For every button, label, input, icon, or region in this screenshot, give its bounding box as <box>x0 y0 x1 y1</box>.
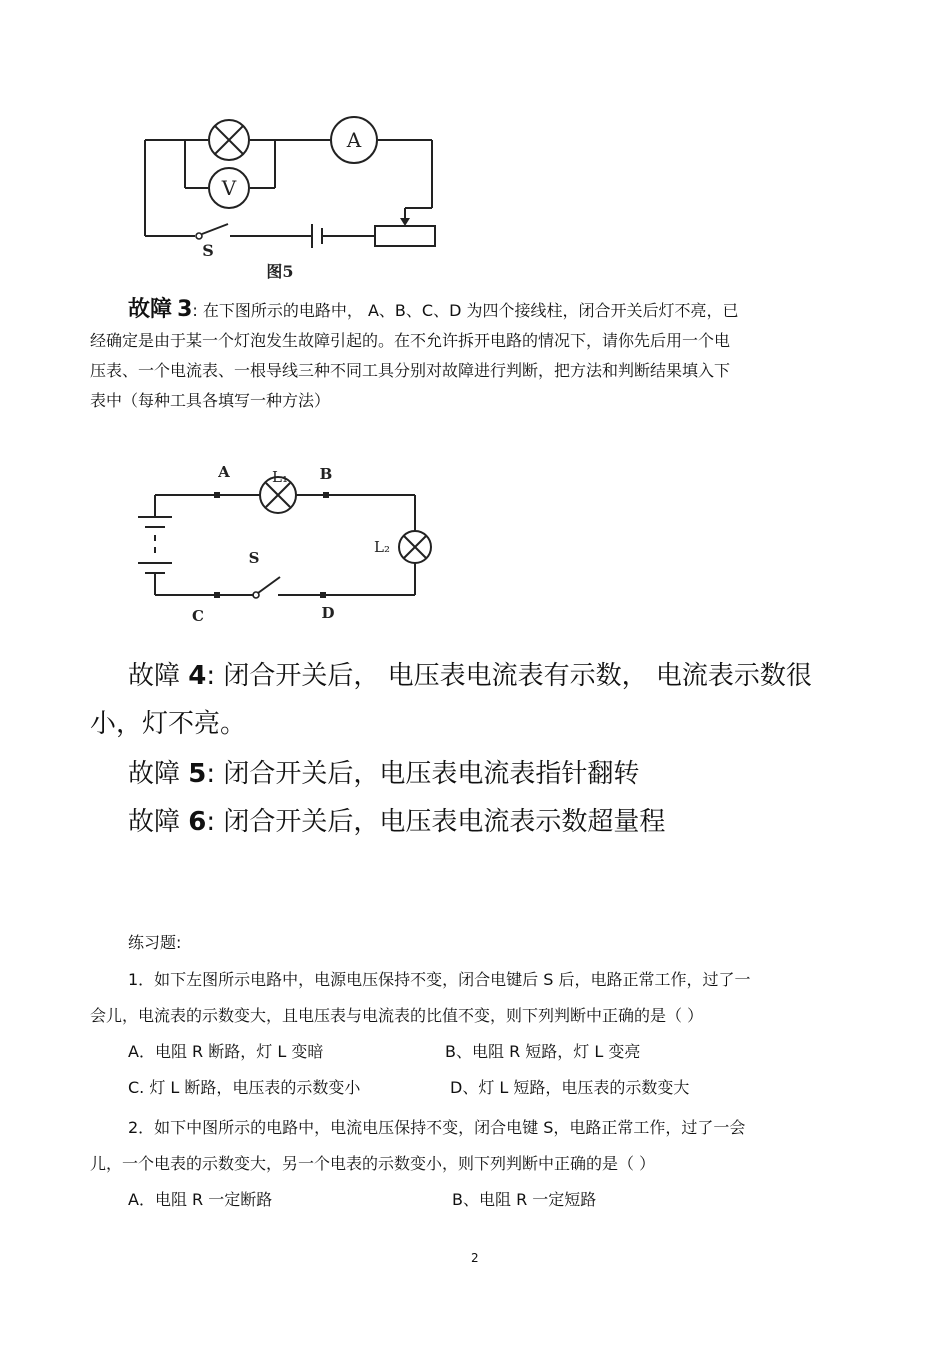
terminal-c-label: C <box>192 607 204 625</box>
q1-option-a: A．电阻 R 断路，灯 L 变暗 <box>128 1042 324 1061</box>
fault-3-number: 3 <box>177 297 193 322</box>
fault-3-line-2: 经确定是由于某一个灯泡发生故障引起的。在不允许拆开电路的情况下，请你先后用一个电 <box>90 331 731 350</box>
question-2-line-1: 2．如下中图所示的电路中，电流电压保持不变，闭合电键 S，电路正常工作，过了一会 <box>128 1118 746 1137</box>
fault-5-line <box>90 750 860 798</box>
fault-4-label: 故障 <box>128 661 181 691</box>
q1-option-c: C. 灯 L 断路，电压表的示数变小 <box>128 1078 361 1097</box>
fault-5-text: : 闭合开关后，电压表电流表指针翻转 <box>206 759 640 789</box>
question-2-line-2: 儿，一个电表的示数变大，另一个电表的示数变小，则下列判断中正确的是（ ） <box>90 1154 656 1173</box>
fault-6-label: 故障 <box>128 807 181 837</box>
terminal-a-label: A <box>218 463 230 481</box>
switch-label: S <box>202 241 214 260</box>
exercises-heading: 练习题: <box>128 933 182 952</box>
fault-3-line-4: 表中（每种工具各填写一种方法） <box>90 391 331 410</box>
fault-6-line <box>90 798 860 846</box>
voltmeter-label: V <box>221 176 237 200</box>
terminal-b-label: B <box>319 465 333 483</box>
figure-5-circuit <box>120 110 460 285</box>
figure-caption: 图5 <box>266 262 294 281</box>
fault-4-number: 4 <box>188 661 207 691</box>
fault-4-line-1: : 闭合开关后， 电压表电流表有示数， 电流表示数很 <box>206 661 812 691</box>
question-1-line-1: 1．如下左图所示电路中，电源电压保持不变，闭合电键后 S 后，电路正常工作，过了一 <box>128 970 751 989</box>
q1-option-d: D、灯 L 短路，电压表的示数变大 <box>450 1078 690 1097</box>
q2-option-a: A．电阻 R 一定断路 <box>128 1190 273 1209</box>
question-1 <box>90 962 860 1106</box>
terminal-d-label: D <box>321 604 335 622</box>
question-2 <box>90 1110 860 1218</box>
ammeter-label: A <box>346 128 362 152</box>
switch-s-label: S <box>248 549 260 567</box>
fault-3-paragraph <box>90 295 860 416</box>
fault-6-text: : 闭合开关后，电压表电流表示数超量程 <box>206 807 666 837</box>
q1-option-b: B、电阻 R 短路，灯 L 变亮 <box>445 1042 641 1061</box>
question-1-line-2: 会儿，电流表的示数变大，且电压表与电流表的比值不变，则下列判断中正确的是（ ） <box>90 1006 704 1025</box>
fault-6-number: 6 <box>188 807 207 837</box>
lamp-l1-label: L₁ <box>272 468 288 486</box>
fault-4-paragraph <box>90 652 860 748</box>
figure-abcd-circuit <box>130 455 450 630</box>
q2-option-b: B、电阻 R 一定短路 <box>452 1190 597 1209</box>
lamp-l2-label: L₂ <box>374 538 390 556</box>
fault-5-number: 5 <box>188 759 207 789</box>
fault-3-line-1: : 在下图所示的电路中， A、B、C、D 为四个接线柱，闭合开关后灯不亮，已 <box>192 301 739 320</box>
page-number: 2 <box>471 1251 479 1265</box>
fault-3-line-3: 压表、一个电流表、一根导线三种不同工具分别对故障进行判断，把方法和判断结果填入下 <box>90 361 731 380</box>
fault-5-label: 故障 <box>128 759 181 789</box>
fault-4-line-2: 小，灯不亮。 <box>90 709 247 739</box>
fault-3-label: 故障 <box>128 297 173 322</box>
